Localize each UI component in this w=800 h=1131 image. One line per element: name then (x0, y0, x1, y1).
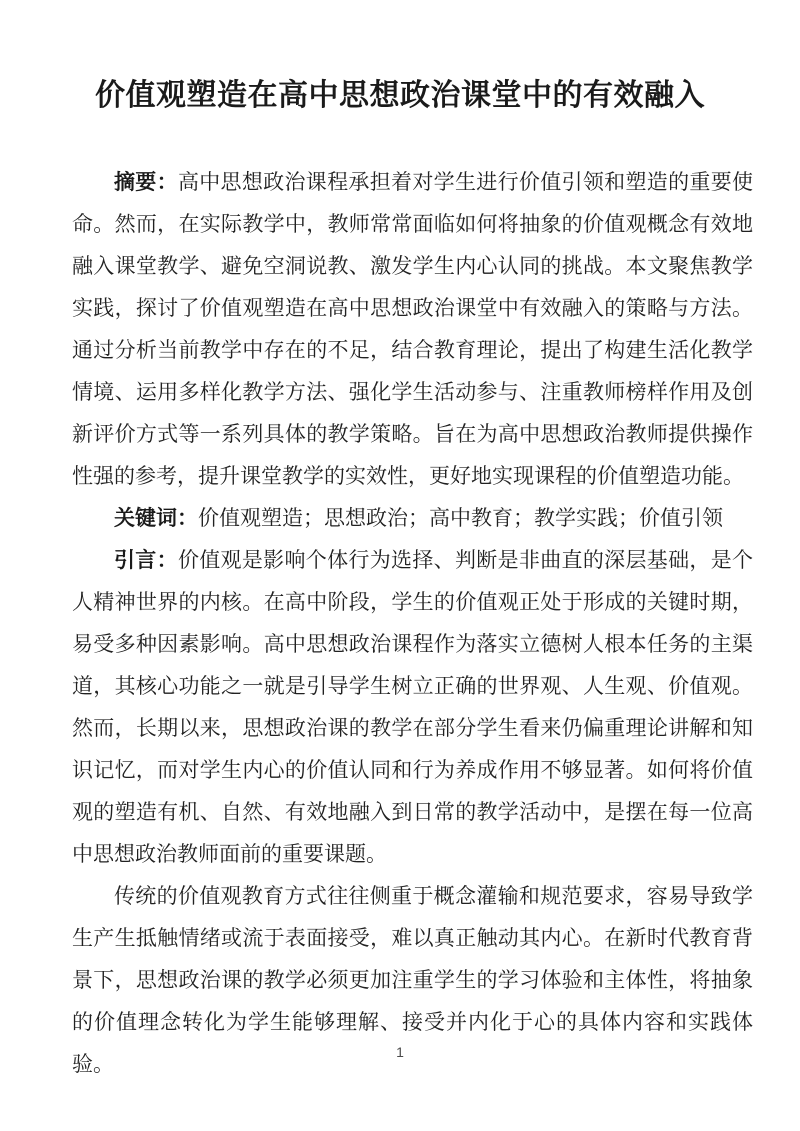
keywords-line (72, 498, 753, 540)
abstract-paragraph (72, 162, 753, 498)
page-number: 1 (396, 1044, 404, 1060)
body-paragraph-text: 传统的价值观教育方式往往侧重于概念灌输和规范要求，容易导致学生产生抵触情绪或流于表面接受，难以真正触动其内心。在新时代教育背景下，思想政治课的教学必须更加注重学生的学习体验和主体性，将抽象的价值理念转化为学生能够理解、接受并内化于心的具体内容和实践体验。 (72, 885, 753, 1076)
abstract-label: 摘要： (114, 171, 178, 194)
keywords-text: 价值观塑造；思想政治；高中教育；教学实践；价值引领 (198, 507, 723, 530)
abstract-text: 高中思想政治课程承担着对学生进行价值引领和塑造的重要使命。然而，在实际教学中，教师常常面临如何将抽象的价值观概念有效地融入课堂教学、避免空洞说教、激发学生内心认同的挑战。本文聚焦教学实践，探讨了价值观塑造在高中思想政治课堂中有效融入的策略与方法。通过分析当前教学中存在的不足，结合教育理论，提出了构建生活化教学情境、运用多样化教学方法、强化学生活动参与、注重教师榜样作用及创新评价方式等一系列具体的教学策略。旨在为高中思想政治教师提供操作性强的参考，提升课堂教学的实效性，更好地实现课程的价值塑造功能。 (72, 171, 754, 488)
document-body (0, 162, 800, 1086)
introduction-paragraph (72, 540, 753, 876)
introduction-label: 引言： (114, 549, 178, 572)
page-title: 价值观塑造在高中思想政治课堂中的有效融入 (95, 79, 705, 112)
keywords-label: 关键词： (114, 507, 198, 530)
introduction-text: 价值观是影响个体行为选择、判断是非曲直的深层基础，是个人精神世界的内核。在高中阶段，学生的价值观正处于形成的关键时期，易受多种因素影响。高中思想政治课程作为落实立德树人根本任务的主渠道，其核心功能之一就是引导学生树立正确的世界观、人生观、价值观。然而，长期以来，思想政治课的教学在部分学生看来仍偏重理论讲解和知识记忆，而对学生内心的价值认同和行为养成作用不够显著。如何将价值观的塑造有机、自然、有效地融入到日常的教学活动中，是摆在每一位高中思想政治教师面前的重要课题。 (72, 549, 754, 866)
